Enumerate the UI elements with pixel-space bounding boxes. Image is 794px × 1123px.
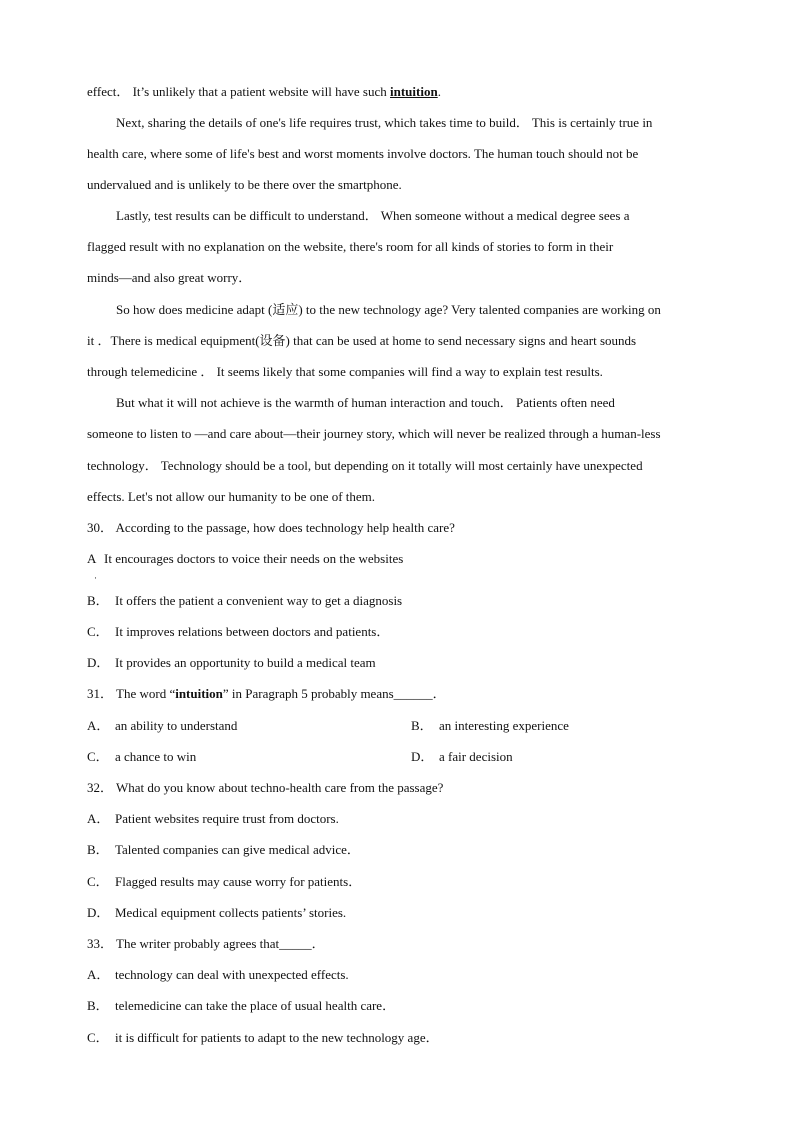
option-label: A: [87, 551, 97, 566]
passage-line: effects. Let's not allow our humanity to be one of them.: [87, 489, 376, 504]
option-label: A．: [87, 718, 110, 733]
question-31-option-b[interactable]: [411, 718, 569, 734]
passage-line: [87, 84, 441, 100]
passage-text: effect． It’s unlikely that a patient website will have such: [87, 84, 391, 99]
option-text: a fair decision: [439, 749, 513, 764]
option-text: Medical equipment collects patients’ stories.: [115, 905, 347, 920]
question-32-option-b[interactable]: [87, 842, 360, 858]
question-30-option-b[interactable]: [87, 593, 402, 609]
passage-line: But what it will not achieve is the warmth of human interaction and touch． Patients often need: [116, 395, 615, 410]
question-31-option-c[interactable]: [87, 749, 196, 765]
option-text: an interesting experience: [439, 718, 569, 733]
question-33-option-b[interactable]: [87, 998, 395, 1014]
stem-text: ” in Paragraph 5 probably means______．: [222, 686, 446, 701]
stray-mark: ·: [94, 573, 97, 583]
question-32-option-a[interactable]: [87, 811, 339, 827]
option-label: A．: [87, 811, 110, 826]
keyword-intuition: intuition: [390, 84, 438, 99]
passage-line: Lastly, test results can be difficult to understand． When someone without a medical degree sees a: [116, 208, 630, 223]
question-30-option-c[interactable]: [87, 624, 389, 640]
passage-line: technology． Technology should be a tool, but depending on it totally will most certainly have unexpected: [87, 458, 643, 473]
option-label: A．: [87, 967, 110, 982]
option-label: C．: [87, 1030, 109, 1045]
option-label: C．: [87, 749, 109, 764]
question-30-option-a[interactable]: [87, 551, 403, 567]
question-33-stem: 33． The writer probably agrees that_____．: [87, 936, 325, 951]
option-text: It improves relations between doctors and patients．: [115, 624, 390, 639]
option-text: technology can deal with unexpected effects.: [115, 967, 349, 982]
option-text: Patient websites require trust from doctors.: [115, 811, 339, 826]
question-32-option-c[interactable]: [87, 874, 361, 890]
question-31-stem: [87, 686, 446, 702]
option-label: B．: [87, 842, 109, 857]
question-32-option-d[interactable]: [87, 905, 346, 921]
option-text: Flagged results may cause worry for patients．: [115, 874, 362, 889]
passage-line: flagged result with no explanation on the website, there's room for all kinds of stories to form in their: [87, 239, 614, 254]
passage-line: through telemedicine ． It seems likely that some companies will find a way to explain test results.: [87, 364, 603, 379]
passage-line: undervalued and is unlikely to be there over the smartphone.: [87, 177, 402, 192]
passage-line: health care, where some of life's best and worst moments involve doctors. The human touch should not be: [87, 146, 639, 161]
passage-line: So how does medicine adapt (适应) to the new technology age? Very talented companies are working on: [116, 302, 661, 317]
option-label: B．: [87, 593, 109, 608]
passage-line: someone to listen to —and care about—their journey story, which will never be realized through a human-less: [87, 426, 661, 441]
passage-text: .: [437, 84, 441, 99]
stem-text: 31． The word “: [87, 686, 176, 701]
option-label: B．: [411, 718, 433, 733]
option-label: C．: [87, 624, 109, 639]
question-31-option-d[interactable]: [411, 749, 513, 765]
option-text: telemedicine can take the place of usual health care．: [115, 998, 396, 1013]
question-31-option-a[interactable]: [87, 718, 237, 734]
question-32-stem: 32． What do you know about techno-health care from the passage?: [87, 780, 444, 795]
question-33-option-c[interactable]: [87, 1030, 439, 1046]
passage-line: minds—and also great worry．: [87, 270, 252, 285]
option-text: Talented companies can give medical advice．: [115, 842, 360, 857]
option-text: It offers the patient a convenient way to get a diagnosis: [115, 593, 403, 608]
option-text: a chance to win: [115, 749, 197, 764]
keyword-intuition: intuition: [175, 686, 223, 701]
option-text: an ability to understand: [115, 718, 238, 733]
option-text: It encourages doctors to voice their needs on the websites: [104, 551, 404, 566]
option-text: it is difficult for patients to adapt to the new technology age．: [115, 1030, 439, 1045]
passage-line: Next, sharing the details of one's life requires trust, which takes time to build． This is certainly true in: [116, 115, 653, 130]
passage-line: it ．There is medical equipment(设备) that can be used at home to send necessary signs and heart sounds: [87, 333, 637, 348]
option-label: D．: [87, 905, 110, 920]
option-label: D．: [411, 749, 434, 764]
question-30-stem: 30． According to the passage, how does technology help health care?: [87, 520, 455, 535]
option-label: C．: [87, 874, 109, 889]
question-33-option-a[interactable]: [87, 967, 349, 983]
question-30-option-d[interactable]: [87, 655, 376, 671]
option-label: D．: [87, 655, 110, 670]
option-label: B．: [87, 998, 109, 1013]
option-text: It provides an opportunity to build a medical team: [115, 655, 376, 670]
